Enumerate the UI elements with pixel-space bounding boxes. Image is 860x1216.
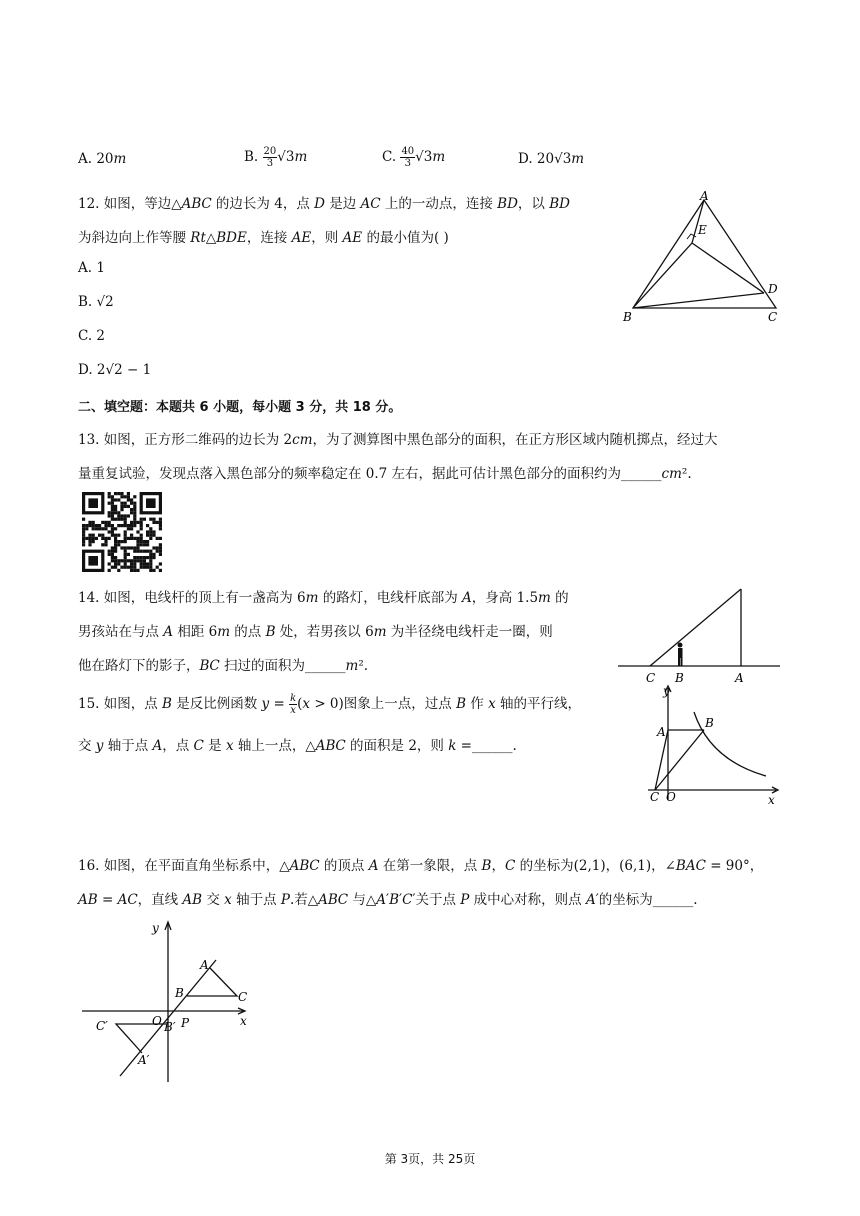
label-c: C [768,310,778,323]
fraction-numerator: 40 [401,146,415,157]
label-e: E [698,223,707,237]
segment-ca [655,730,668,790]
fraction-denominator: 𝑥 [290,705,296,716]
q15-stem-part2: (𝑥 > 0)图象上一点，过点 𝐵 作 𝑥 轴的平行线， [297,696,581,712]
q12-option-a: A. 1 [78,260,105,276]
triangle-abc [633,200,776,308]
fraction-numerator: 20 [263,146,277,157]
section-heading-fill-blank: 二、填空题：本题共 6 小题，每小题 3 分，共 18 分。 [78,400,402,415]
page-footer: 第 3页，共 25页 [384,1152,476,1166]
q11-option-b-fraction [263,146,278,169]
q14-stem-line3: 他在路灯下的影子，𝐵𝐶 扫过的面积为______𝑚². [78,658,369,674]
q11-option-b [244,146,307,169]
label-b: B [623,310,632,323]
q15-stem-line1 [78,692,581,716]
q16-coordinate-figure [80,918,260,1086]
label-c-prime: C′ [96,1019,108,1033]
label-x: x [768,793,775,807]
q11-option-d: D. 20√3𝑚 [518,151,585,167]
q12-triangle-figure [620,188,790,323]
q15-hyperbola-figure [644,684,784,808]
label-o: O [152,1014,162,1028]
label-a: A [735,671,744,685]
q15-k-over-x-fraction [289,693,297,716]
label-a-prime: A′ [138,1053,150,1067]
label-x: x [240,1014,247,1028]
q11-option-c-tail: √3𝑚 [415,149,446,165]
triangle-abc-prime [116,1024,166,1053]
label-c: C [646,671,656,685]
q16-stem-line1: 16. 如图，在平面直角坐标系中，△𝐴𝐵𝐶 的顶点 𝐴 在第一象限，点 𝐵，𝐶 的坐标为(2,1)，(6,1)，∠𝐵𝐴𝐶 = 90°， [78,858,764,874]
label-p: P [181,1016,190,1030]
label-y: y [663,684,670,698]
q16-stem-line2: 𝐴𝐵 = 𝐴𝐶，直线 𝐴𝐵 交 𝑥 轴于点 𝑃.若△𝐴𝐵𝐶 与△𝐴′𝐵′𝐶′关于点 𝑃 成中心对称，则点 𝐴′的坐标为______. [78,892,698,908]
q13-stem-line1: 13. 如图，正方形二维码的边长为 2𝑐𝑚，为了测算图中黑色部分的面积，在正方形区域内随机掷点，经过大 [78,432,718,448]
q12-stem-line2: 为斜边向上作等腰 𝑅𝑡△𝐵𝐷𝐸，连接 𝐴𝐸，则 𝐴𝐸 的最小值为( ) [78,230,449,246]
q12-option-d: D. 2√2 − 1 [78,362,152,378]
label-d: D [768,282,778,296]
q11-option-a: A. 20𝑚 [78,151,127,167]
segment-cb [655,730,704,790]
label-b: B [175,986,184,1000]
label-c: C [650,790,660,804]
q15-stem-part1: 15. 如图，点 𝐵 是反比例函数 𝑦 = [78,696,285,712]
label-y: y [152,921,159,935]
segment-ed [692,243,764,293]
segment-be [633,243,692,308]
q11-option-c [382,146,445,169]
fraction-denominator: 3 [266,158,274,169]
q11-option-c-fraction [400,146,415,169]
q11-option-b-tail: √3𝑚 [277,149,308,165]
triangle-abc [187,968,237,996]
q11-option-b-prefix: B. [244,149,259,165]
q15-stem-line2: 交 𝑦 轴于点 𝐴，点 𝐶 是 𝑥 轴上一点，△𝐴𝐵𝐶 的面积是 2，则 𝑘 =______. [78,738,517,754]
label-b: B [705,716,714,730]
q12-option-c: C. 2 [78,328,106,344]
q12-option-b: B. √2 [78,294,114,310]
label-o: O [666,790,676,804]
label-a: A [700,189,709,203]
label-b: B [675,671,684,685]
q12-stem-line1: 12. 如图，等边△𝐴𝐵𝐶 的边长为 4，点 𝐷 是边 𝐴𝐶 上的一动点，连接 𝐵𝐷，以 𝐵𝐷 [78,196,570,212]
boy-figure [678,643,683,667]
light-ray [650,589,741,666]
label-a: A [200,958,209,972]
fraction-numerator: 𝑘 [290,693,297,704]
q14-streetlight-figure [614,584,784,686]
q14-stem-line2: 男孩站在与点 𝐴 相距 6𝑚 的点 𝐵 处，若男孩以 6𝑚 为半径绕电线杆走一圈，则 [78,624,553,640]
label-a: A [657,725,666,739]
q14-stem-line1: 14. 如图，电线杆的顶上有一盏高为 6𝑚 的路灯，电线杆底部为 𝐴，身高 1.5𝑚 的 [78,590,569,606]
segment-bd [633,293,764,308]
fraction-denominator: 3 [404,158,411,169]
label-b-prime: B′ [164,1020,176,1034]
qr-code-icon [82,492,162,572]
q13-stem-line2: 量重复试验，发现点落入黑色部分的频率稳定在 0.7 左右，据此可估计黑色部分的面积约为______𝑐𝑚². [78,466,692,482]
label-c: C [238,990,248,1004]
q11-option-c-prefix: C. [382,149,397,165]
